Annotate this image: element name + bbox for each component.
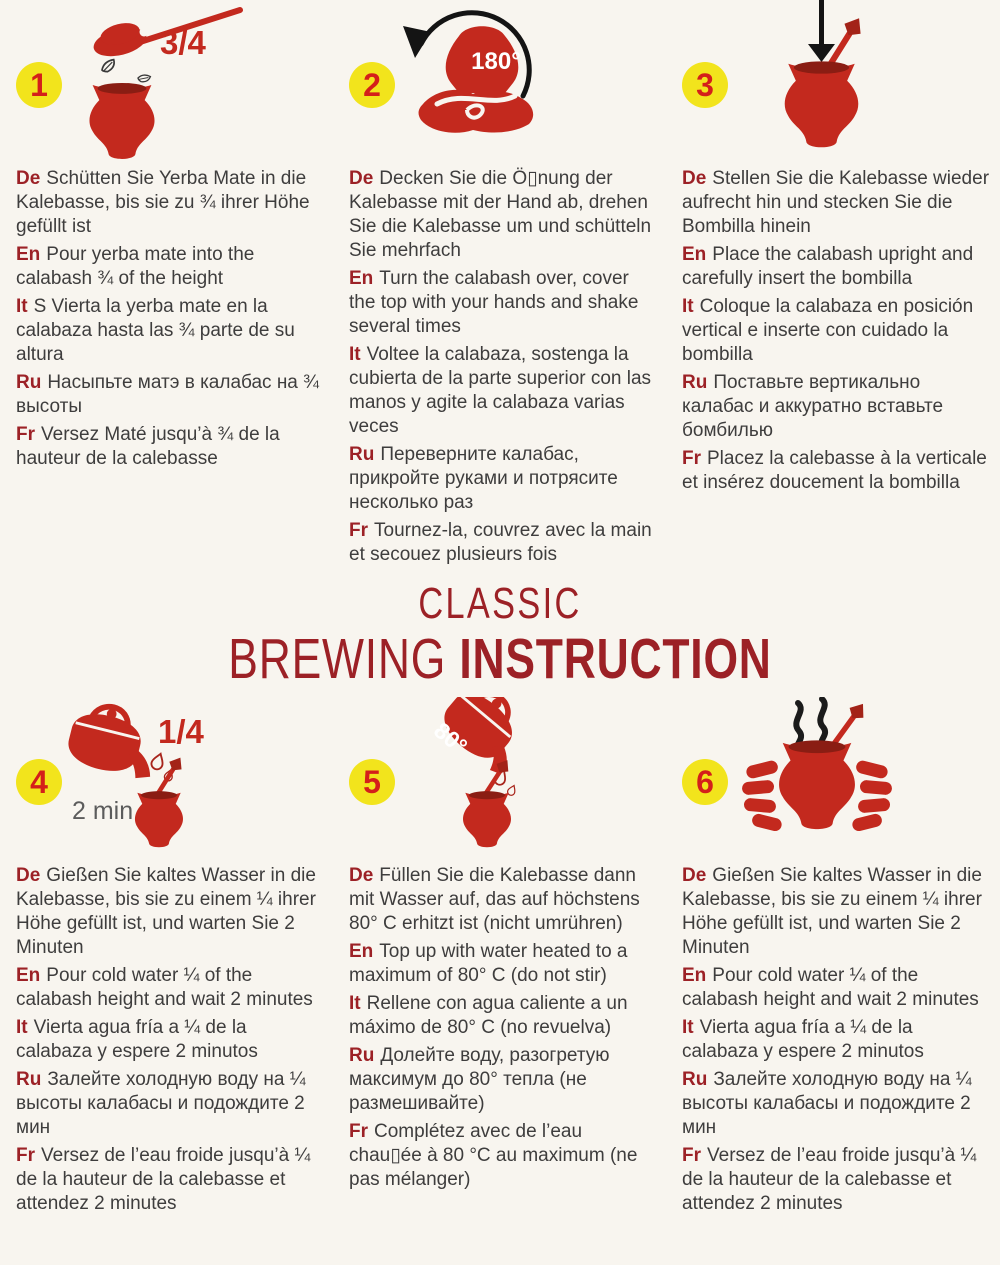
step-text-it: It S Vierta la yerba mate en la calabaza hasta las ¾ parte de su altura bbox=[16, 296, 295, 365]
steps-row-top bbox=[0, 0, 1000, 571]
step-text-en: En Turn the calabash over, cover the top with your hands and shake several times bbox=[349, 268, 639, 337]
step-text-ru: Ru Залейте холодную воду на ¼ высоты калабасы и подождите 2 мин bbox=[682, 1069, 972, 1138]
step-text-ru: Ru Залейте холодную воду на ¼ высоты калабасы и подождите 2 мин bbox=[16, 1069, 306, 1138]
step-text-fr: Fr Placez la calebasse à la verticale et insérez doucement la bombilla bbox=[682, 448, 987, 493]
step-4-icon-area bbox=[16, 697, 325, 860]
step-text-en: En Top up with water heated to a maximum of 80° C (do not stir) bbox=[349, 941, 628, 986]
step-text-de: De Gießen Sie kaltes Wasser in die Kalebasse, bis sie zu einem ¼ ihrer Höhe gefüllt ist, und warten Sie 2 Minuten bbox=[682, 865, 982, 958]
steaming-mate-ready-icon bbox=[706, 697, 936, 860]
spoon-yerba-into-calabash-icon bbox=[40, 0, 270, 163]
step-number-badge: 5 bbox=[349, 759, 395, 805]
step-text-en: En Pour cold water ¼ of the calabash height and wait 2 minutes bbox=[16, 965, 313, 1010]
step-text-de: De Stellen Sie die Kalebasse wieder aufrecht hin und stecken Sie die Bombilla hinein bbox=[682, 168, 990, 237]
wait-time-label: 2 min bbox=[72, 797, 134, 825]
step-text-it: It Voltee la calabaza, sostenga la cubierta de la parte superior con las manos y agite la calabaza varias veces bbox=[349, 344, 652, 437]
step-number-badge: 6 bbox=[682, 759, 728, 805]
step-6 bbox=[666, 697, 1000, 1220]
step-text-en: En Pour cold water ¼ of the calabash height and wait 2 minutes bbox=[682, 965, 979, 1010]
insert-bombilla-icon bbox=[706, 0, 936, 163]
pour-hot-water-80-icon bbox=[373, 697, 603, 860]
step-3-icon-area bbox=[682, 0, 992, 163]
step-2-icon-area bbox=[349, 0, 658, 163]
fraction-label: 3/4 bbox=[160, 24, 206, 61]
title-line-2 bbox=[110, 629, 890, 689]
title-line-1: CLASSIC bbox=[418, 579, 582, 628]
step-number-badge: 1 bbox=[16, 62, 62, 108]
step-text-ru: Ru Переверните калабас, прикройте руками и потрясите несколько раз bbox=[349, 444, 618, 513]
step-text-it: It Vierta agua fría a ¼ de la calabaza y espere 2 minutos bbox=[682, 1017, 924, 1062]
step-text-fr: Fr Versez de l’eau froide jusqu’à ¼ de la hauteur de la calebasse et attendez 2 minutes bbox=[682, 1145, 977, 1214]
step-number-badge: 4 bbox=[16, 759, 62, 805]
temperature-label: 80° bbox=[429, 716, 473, 760]
fraction-label: 1/4 bbox=[158, 713, 204, 750]
step-text-fr: Fr Complétez avec de l’eau chau▯ée à 80 °C au maximum (ne pas mélanger) bbox=[349, 1121, 638, 1190]
step-6-icon-area bbox=[682, 697, 992, 860]
step-text-it: It Coloque la calabaza en posición vertical e inserte con cuidado la bombilla bbox=[682, 296, 974, 365]
step-4 bbox=[0, 697, 333, 1220]
step-number-badge: 2 bbox=[349, 62, 395, 108]
step-text-ru: Ru Долейте воду, разогретую максимум до 80° тепла (не размешивайте) bbox=[349, 1045, 610, 1114]
step-text-ru: Ru Насыпьте матэ в калабас на ¾ высоты bbox=[16, 372, 319, 417]
pour-cold-water-icon bbox=[40, 697, 270, 860]
step-text-ru: Ru Поставьте вертикально калабас и аккуратно вставьте бомбилью bbox=[682, 372, 944, 441]
title-block bbox=[0, 579, 1000, 697]
flip-calabash-180-icon bbox=[373, 0, 603, 163]
step-3 bbox=[666, 0, 1000, 571]
step-text-fr: Fr Tournez-la, couvrez avec la main et secouez plusieurs fois bbox=[349, 520, 652, 565]
step-text-fr: Fr Versez Maté jusqu’à ¾ de la hauteur de la calebasse bbox=[16, 424, 280, 469]
step-5 bbox=[333, 697, 666, 1220]
step-text-fr: Fr Versez de l’eau froide jusqu’à ¼ de la hauteur de la calebasse et attendez 2 minutes bbox=[16, 1145, 311, 1214]
step-text-en: En Place the calabash upright and carefully insert the bombilla bbox=[682, 244, 974, 289]
step-5-icon-area bbox=[349, 697, 658, 860]
step-1-icon-area bbox=[16, 0, 325, 163]
rotation-label: 180° bbox=[471, 48, 521, 75]
step-text-en: En Pour yerba mate into the calabash ¾ of the height bbox=[16, 244, 255, 289]
step-text-de: De Gießen Sie kaltes Wasser in die Kalebasse, bis sie zu einem ¼ ihrer Höhe gefüllt ist, und warten Sie 2 Minuten bbox=[16, 865, 316, 958]
step-number-badge: 3 bbox=[682, 62, 728, 108]
step-text-it: It Rellene con agua caliente a un máximo de 80° C (no revuelva) bbox=[349, 993, 628, 1038]
step-2 bbox=[333, 0, 666, 571]
step-text-de: De Schütten Sie Yerba Mate in die Kalebasse, bis sie zu ¾ ihrer Höhe gefüllt ist bbox=[16, 168, 310, 237]
step-text-de: De Füllen Sie die Kalebasse dann mit Wasser auf, das auf höchstens 80° C erhitzt ist (nicht umrühren) bbox=[349, 865, 640, 934]
step-text-it: It Vierta agua fría a ¼ de la calabaza y espere 2 minutos bbox=[16, 1017, 258, 1062]
title-word-instruction: INSTRUCTION bbox=[459, 627, 772, 691]
title-word-brewing: BREWING bbox=[228, 627, 447, 691]
step-text-de: De Decken Sie die Ö▯nung der Kalebasse mit der Hand ab, drehen Sie die Kalebasse um und schütteln Sie mehrfach bbox=[349, 168, 652, 261]
steps-row-bottom bbox=[0, 697, 1000, 1220]
step-1 bbox=[0, 0, 333, 571]
